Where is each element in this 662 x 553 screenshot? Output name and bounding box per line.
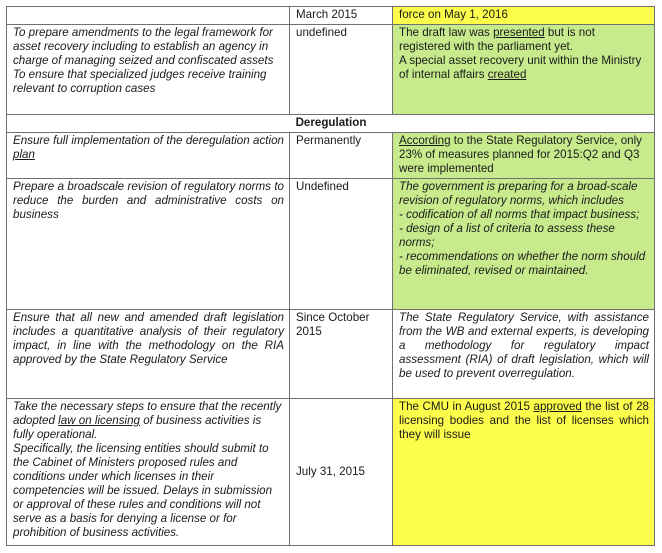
table-row (7, 133, 655, 179)
status-text: - codification of all norms that impact business; (399, 208, 640, 221)
task-text: To ensure that specialized judges receive training relevant to corruption cases (13, 68, 267, 95)
status-cell: According to the State Regulatory Service, only 23% of measures planned for 2015:Q2 and Q3 were implemented (393, 133, 655, 179)
status-text: The government is preparing for a broad-scale revision of regulatory norms, which includes (399, 180, 638, 207)
status-text: The draft law was presented but is not registered with the parliament yet. (399, 26, 595, 53)
task-cell (7, 25, 290, 115)
deadline-cell: July 31, 2015 (290, 399, 393, 546)
deadline-cell: March 2015 (290, 7, 393, 25)
table-row (7, 7, 655, 25)
section-row (7, 115, 655, 133)
task-cell: Ensure that all new and amended draft legislation includes a quantitative analysis of their regulatory impact, in line with the methodology on the RIA approved by the State Regulatory Service (7, 310, 290, 399)
deadline-cell: Permanently (290, 133, 393, 179)
table-row (7, 25, 655, 115)
law-on-licensing-link[interactable]: law on licensing (58, 414, 140, 427)
deadline-cell: undefined (290, 25, 393, 115)
task-cell (7, 399, 290, 546)
created-link[interactable]: created (487, 68, 527, 81)
task-text: To prepare amendments to the legal framework for asset recovery including to establish an agency in charge of managing seized and confiscated assets (13, 26, 274, 67)
reform-status-table (6, 6, 655, 546)
status-cell: The CMU in August 2015 approved the list of 28 licensing bodies and the list of licenses which they will issue (393, 399, 655, 546)
task-cell: Ensure full implementation of the deregulation action plan (7, 133, 290, 179)
deadline-cell: Undefined (290, 179, 393, 310)
status-text: - design of a list of criteria to assess these norms; (399, 222, 615, 249)
task-cell (7, 7, 290, 25)
task-text: Take the necessary steps to ensure that the recently adopted law on licensing of business activities is fully operational. (13, 400, 282, 441)
status-cell: force on May 1, 2016 (393, 7, 655, 25)
task-text: Specifically, the licensing entities should submit to the Cabinet of Ministers proposed rules and conditions under which licenses in their competencies will be issued. Delays in submission or approval of these rules and conditions will not serve as a basis for denying a license or for prohibition of business activities. (13, 442, 273, 539)
according-link[interactable]: According (399, 134, 451, 147)
status-cell (393, 25, 655, 115)
plan-link[interactable]: plan (13, 148, 35, 161)
status-cell (393, 179, 655, 310)
task-cell: Prepare a broadscale revision of regulatory norms to reduce the burden and administrative costs on business (7, 179, 290, 310)
table-row (7, 310, 655, 399)
status-text: A special asset recovery unit within the Ministry of internal affairs created (399, 54, 642, 81)
table-row (7, 399, 655, 546)
status-text: - recommendations on whether the norm should be eliminated, revised or maintained. (399, 250, 646, 277)
approved-link[interactable]: approved (533, 400, 582, 413)
section-heading: Deregulation (7, 115, 655, 133)
table-row (7, 179, 655, 310)
presented-link[interactable]: presented (493, 26, 545, 39)
status-cell: The State Regulatory Service, with assistance from the WB and external experts, is developing a methodology for regulatory impact assessment (RIA) of draft legislation, which will be used to prevent overregulation. (393, 310, 655, 399)
deadline-cell: Since October 2015 (290, 310, 393, 399)
